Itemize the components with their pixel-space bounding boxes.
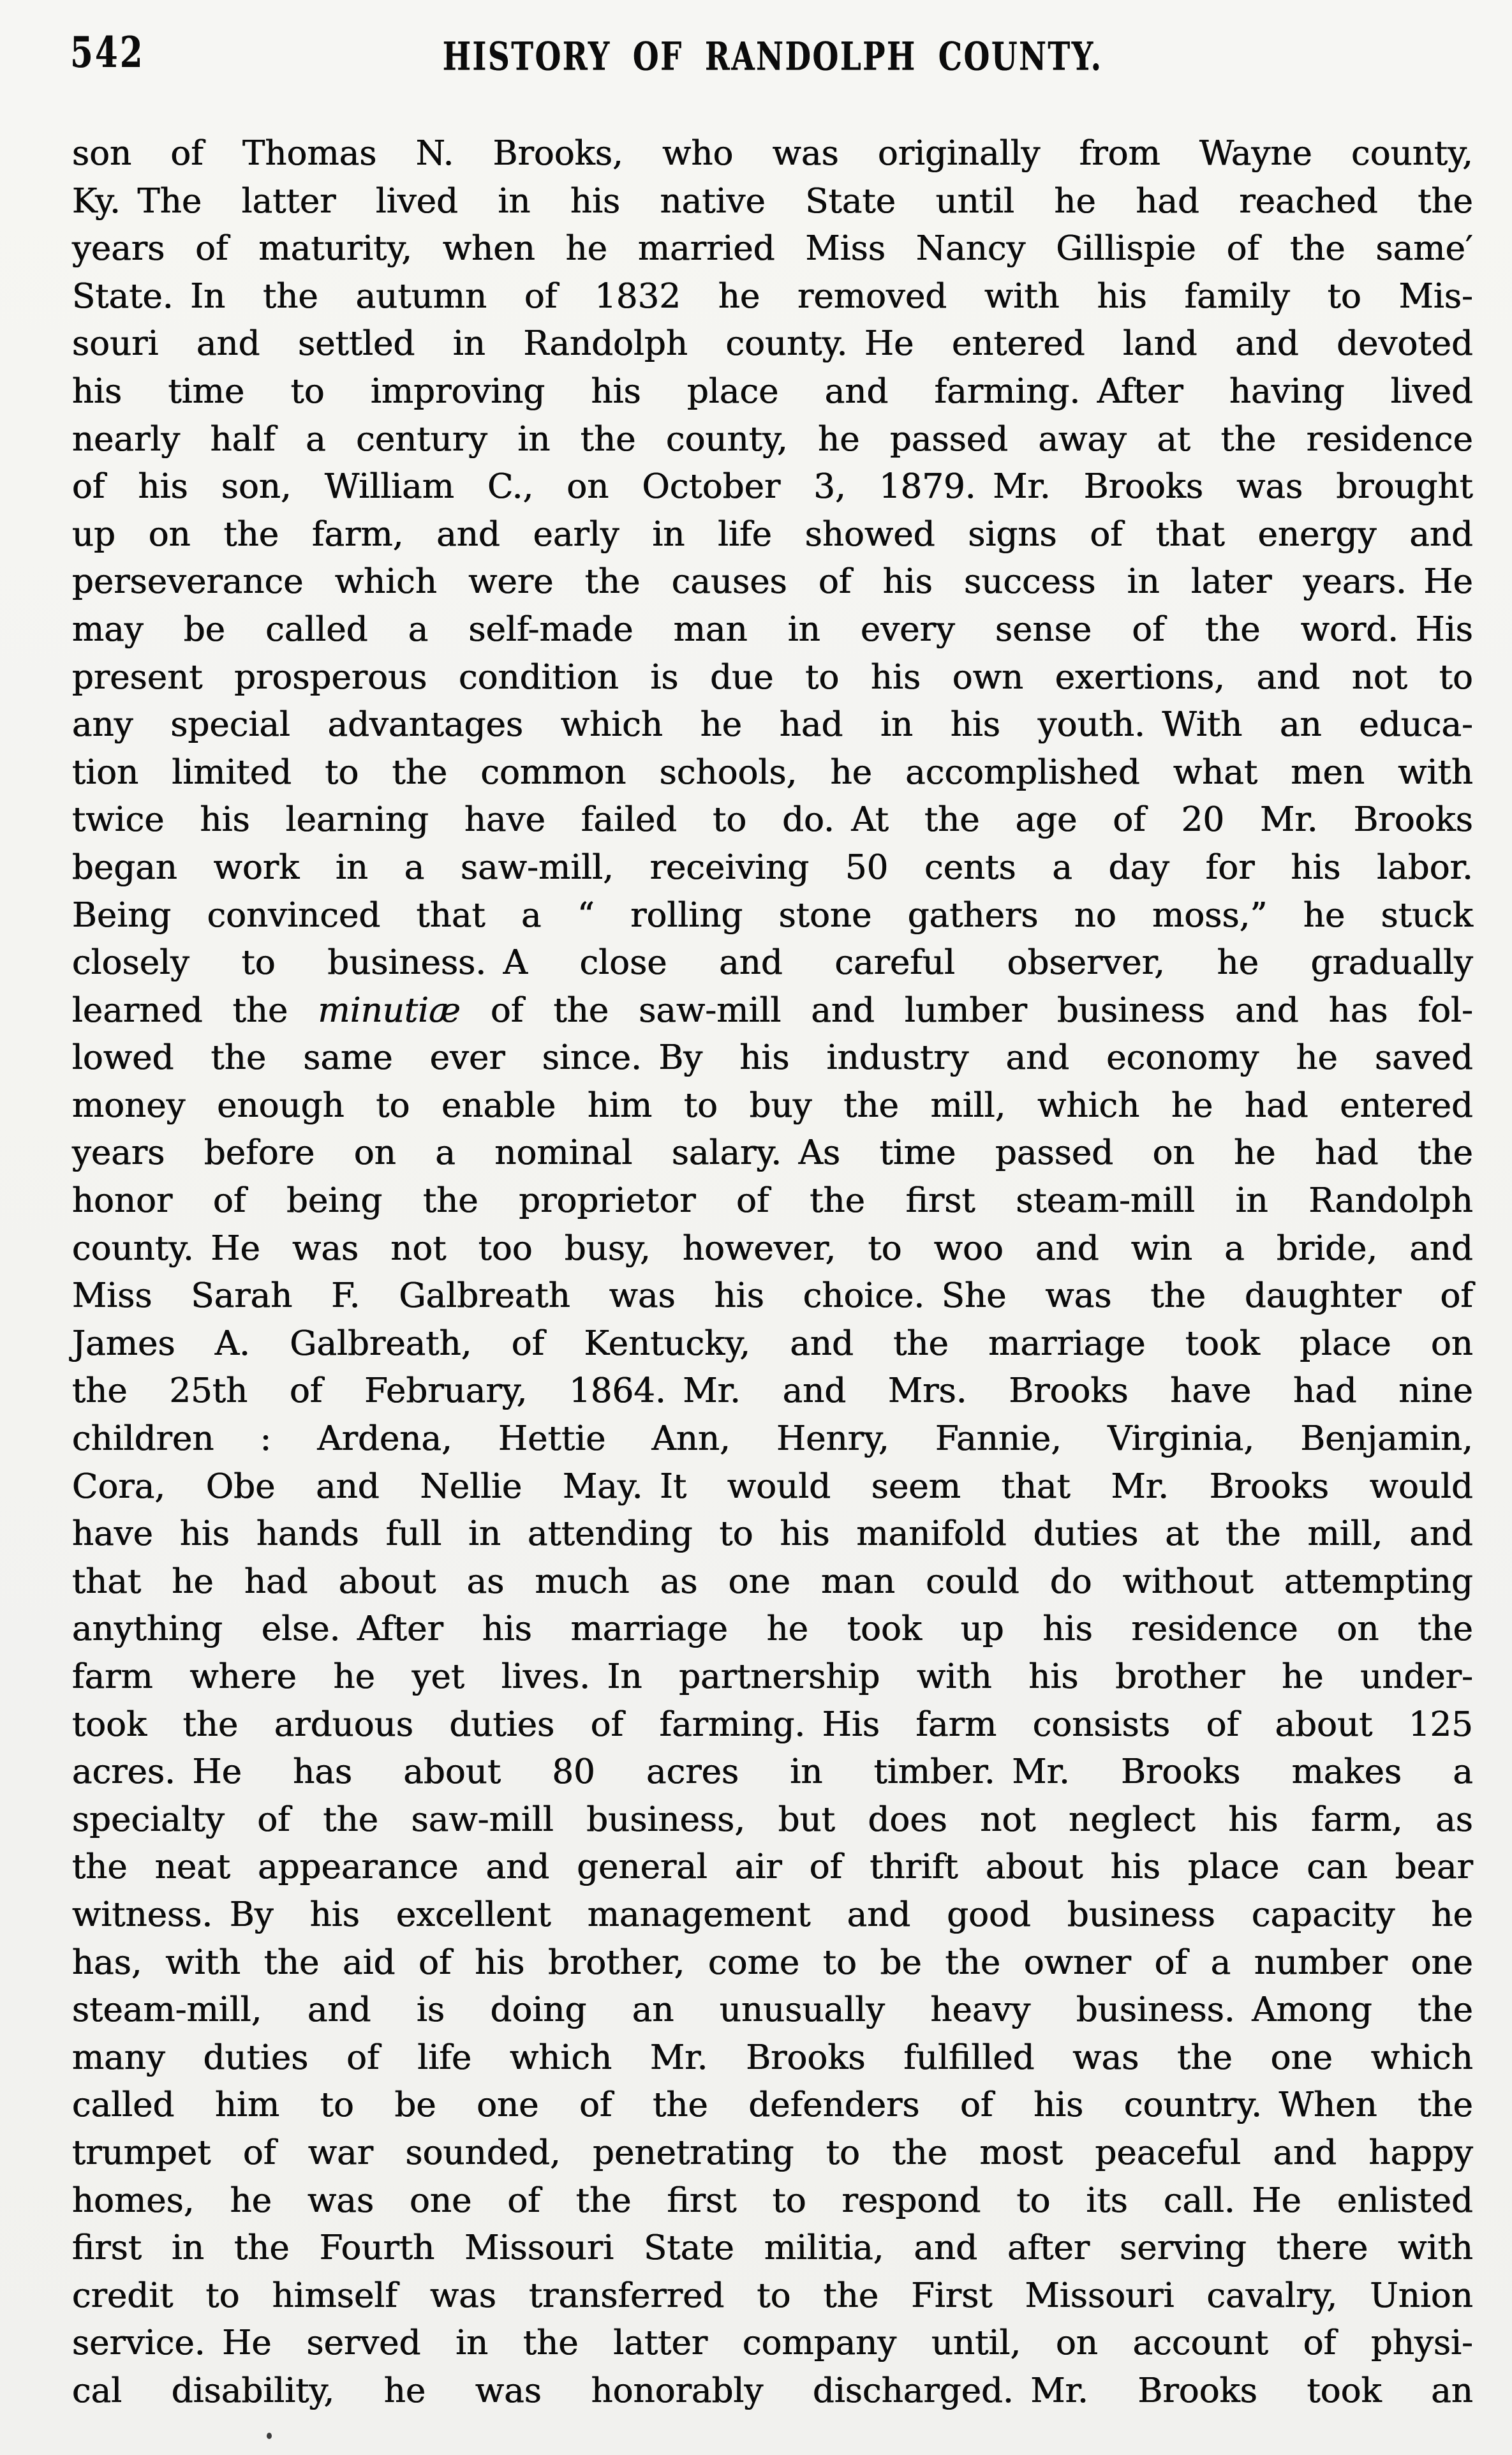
- text-line: Ky. The latter lived in his native State until he had reached the: [72, 181, 1473, 221]
- ink-speck: [267, 2433, 272, 2439]
- page-number: 542: [70, 28, 145, 78]
- running-header-title: HISTORY OF RANDOLPH COUNTY.: [442, 33, 1103, 79]
- text-line: anything else. After his marriage he took up his residence on the: [72, 1609, 1473, 1649]
- text-line: son of Thomas N. Brooks, who was originally from Wayne county,: [72, 134, 1473, 173]
- text-line: credit to himself was transferred to the First Missouri cavalry, Union: [72, 2276, 1473, 2315]
- text-line: witness. By his excellent management and good business capacity he: [72, 1895, 1473, 1934]
- body-text-block: [72, 130, 1473, 2415]
- text-line: State. In the autumn of 1832 he removed with his family to Mis-: [72, 276, 1473, 316]
- text-line: tion limited to the common schools, he accomplished what men with: [72, 752, 1473, 792]
- text-line: present prosperous condition is due to his own exertions, and not to: [72, 657, 1473, 697]
- text-line: cal disability, he was honorably discharged. Mr. Brooks took an: [72, 2371, 1473, 2410]
- text-line: children : Ardena, Hettie Ann, Henry, Fannie, Virginia, Benjamin,: [72, 1419, 1473, 1459]
- text-line: twice his learning have failed to do. At the age of 20 Mr. Brooks: [72, 800, 1473, 840]
- text-line: years of maturity, when he married Miss Nancy Gillispie of the same′: [72, 229, 1473, 269]
- text-line: steam-mill, and is doing an unusually heavy business. Among the: [72, 1990, 1473, 2030]
- text-line: that he had about as much as one man could do without attempting: [72, 1562, 1473, 1601]
- text-line: county. He was not too busy, however, to woo and win a bride, and: [72, 1228, 1473, 1268]
- text-line: lowed the same ever since. By his industry and economy he saved: [72, 1038, 1473, 1078]
- text-line: acres. He has about 80 acres in timber. Mr. Brooks makes a: [72, 1752, 1473, 1792]
- text-line: called him to be one of the defenders of his country. When the: [72, 2086, 1473, 2125]
- text-line: has, with the aid of his brother, come to be the owner of a number one: [72, 1943, 1473, 1982]
- text-line: specialty of the saw-mill business, but does not neglect his farm, as: [72, 1800, 1473, 1839]
- text-line: Being convinced that a “ rolling stone gathers no moss,” he stuck: [72, 895, 1473, 935]
- text-line: service. He served in the latter company until, on account of physi-: [72, 2324, 1473, 2363]
- text-line: up on the farm, and early in life showed signs of that energy and: [72, 514, 1473, 554]
- text-line: honor of being the proprietor of the first steam-mill in Randolph: [72, 1181, 1473, 1221]
- line-segment: learned the: [72, 990, 318, 1030]
- text-line: first in the Fourth Missouri State militia, and after serving there with: [72, 2228, 1473, 2268]
- line-segment: of the saw-mill and lumber business and has fol-: [460, 990, 1473, 1030]
- text-line: trumpet of war sounded, penetrating to the most peaceful and happy: [72, 2133, 1473, 2172]
- text-line: Miss Sarah F. Galbreath was his choice. She was the daughter of: [72, 1276, 1473, 1316]
- text-line: of his son, William C., on October 3, 1879. Mr. Brooks was brought: [72, 467, 1473, 507]
- text-line: homes, he was one of the first to respond to its call. He enlisted: [72, 2181, 1473, 2220]
- text-line: nearly half a century in the county, he passed away at the residence: [72, 419, 1473, 459]
- text-line: took the arduous duties of farming. His farm consists of about 125: [72, 1705, 1473, 1744]
- italic-word: minutiæ: [318, 990, 461, 1030]
- text-line: many duties of life which Mr. Brooks fulfilled was the one which: [72, 2038, 1473, 2077]
- text-line-with-italic: [72, 987, 1473, 1035]
- text-line: souri and settled in Randolph county. He entered land and devoted: [72, 324, 1473, 364]
- text-line: the 25th of February, 1864. Mr. and Mrs. Brooks have had nine: [72, 1371, 1473, 1411]
- text-line: the neat appearance and general air of thrift about his place can bear: [72, 1847, 1473, 1887]
- text-line: money enough to enable him to buy the mill, which he had entered: [72, 1086, 1473, 1125]
- text-line: his time to improving his place and farming. After having lived: [72, 371, 1473, 411]
- text-line: began work in a saw-mill, receiving 50 cents a day for his labor.: [72, 847, 1473, 887]
- text-line: any special advantages which he had in his youth. With an educa-: [72, 705, 1473, 745]
- text-line: perseverance which were the causes of his success in later years. He: [72, 562, 1473, 602]
- text-line: farm where he yet lives. In partnership with his brother he under-: [72, 1657, 1473, 1696]
- text-line: James A. Galbreath, of Kentucky, and the marriage took place on: [72, 1324, 1473, 1363]
- text-line: closely to business. A close and careful observer, he gradually: [72, 943, 1473, 983]
- text-line: may be called a self-made man in every sense of the word. His: [72, 609, 1473, 649]
- text-line: years before on a nominal salary. As time passed on he had the: [72, 1133, 1473, 1173]
- text-line: have his hands full in attending to his manifold duties at the mill, and: [72, 1514, 1473, 1554]
- text-line: Cora, Obe and Nellie May. It would seem that Mr. Brooks would: [72, 1466, 1473, 1506]
